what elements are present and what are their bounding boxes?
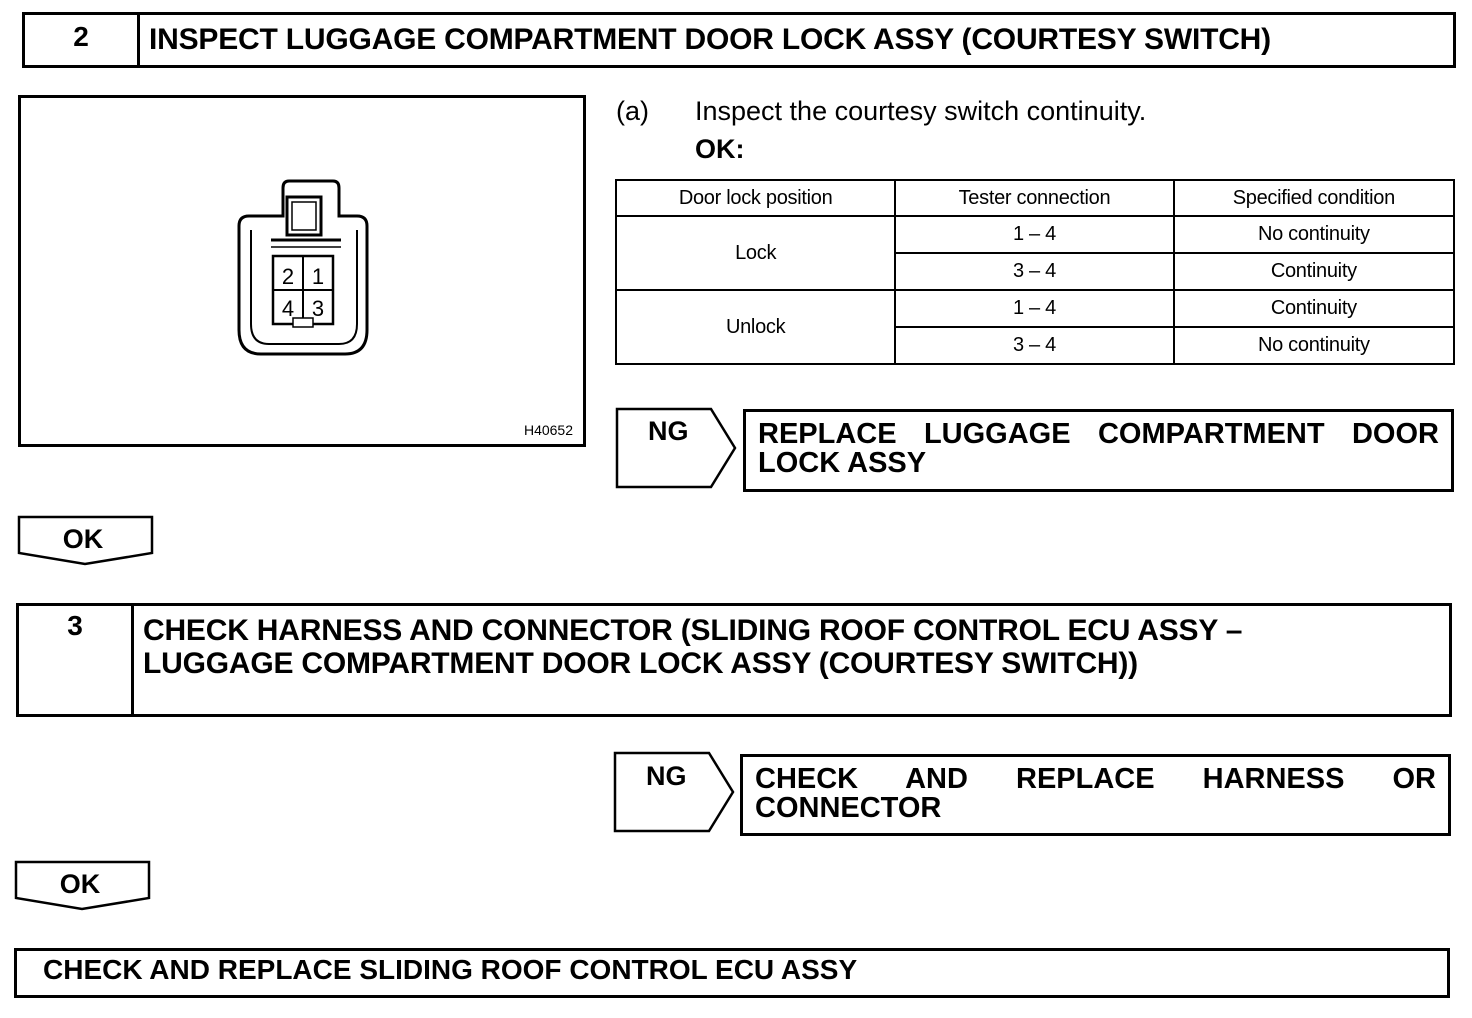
- spec-table: [615, 179, 1455, 365]
- instruction-text: Inspect the courtesy switch continuity.: [695, 96, 1147, 126]
- ng-label-2: NG: [646, 761, 687, 791]
- header-specified-condition: Specified condition: [1174, 180, 1454, 216]
- figure-code: H40652: [523, 422, 573, 438]
- header-tester-connection: Tester connection: [895, 180, 1173, 216]
- table-row: [616, 216, 1454, 253]
- cell-condition: Continuity: [1174, 290, 1454, 327]
- step-3-header: [16, 603, 1452, 717]
- connector-drawing: [21, 98, 583, 444]
- ok-label-1: OK: [62, 524, 104, 554]
- ok-spec-label: OK:: [695, 134, 745, 164]
- ng-label-1: NG: [648, 416, 689, 446]
- ng-result-box-2: [740, 754, 1451, 836]
- cell-connection: 3 – 4: [895, 253, 1173, 290]
- connector-figure: [18, 95, 586, 447]
- step-3-title-line1: CHECK HARNESS AND CONNECTOR (SLIDING ROOF CONTROL ECU ASSY –: [143, 614, 1243, 647]
- cell-position: Unlock: [616, 290, 895, 364]
- step-3-title: [143, 614, 1242, 680]
- step-3-number: 3: [19, 606, 134, 714]
- ng-result-2-line1: CHECK AND REPLACE HARNESS OR: [755, 763, 1436, 795]
- header-door-lock-position: Door lock position: [616, 180, 895, 216]
- table-row: [616, 290, 1454, 327]
- cell-position: Lock: [616, 216, 895, 290]
- pin-4-label: 4: [281, 296, 295, 321]
- ng-result-1-line2: LOCK ASSY: [758, 447, 927, 479]
- step-2-number: 2: [25, 15, 140, 65]
- ng-result-1-line1: REPLACE LUGGAGE COMPARTMENT DOOR: [758, 418, 1439, 450]
- ng-result-box-1: [743, 409, 1454, 492]
- final-action-text: CHECK AND REPLACE SLIDING ROOF CONTROL ECU ASSY: [43, 954, 858, 985]
- instruction-marker: (a): [616, 96, 649, 126]
- cell-connection: 1 – 4: [895, 216, 1173, 253]
- pin-2-label: 2: [281, 264, 295, 289]
- ng-result-2-line2: CONNECTOR: [755, 792, 942, 824]
- cell-connection: 1 – 4: [895, 290, 1173, 327]
- pin-1-label: 1: [311, 264, 325, 289]
- table-header-row: [616, 180, 1454, 216]
- cell-condition: No continuity: [1174, 327, 1454, 364]
- step-2-header: [22, 12, 1456, 68]
- final-action-box: [14, 948, 1450, 998]
- step-2-title: INSPECT LUGGAGE COMPARTMENT DOOR LOCK ASSY (COURTESY SWITCH): [149, 23, 1271, 56]
- cell-condition: No continuity: [1174, 216, 1454, 253]
- cell-connection: 3 – 4: [895, 327, 1173, 364]
- ok-label-2: OK: [59, 869, 101, 899]
- pin-3-label: 3: [311, 296, 325, 321]
- step-3-title-line2: LUGGAGE COMPARTMENT DOOR LOCK ASSY (COURTESY SWITCH)): [143, 647, 1138, 680]
- cell-condition: Continuity: [1174, 253, 1454, 290]
